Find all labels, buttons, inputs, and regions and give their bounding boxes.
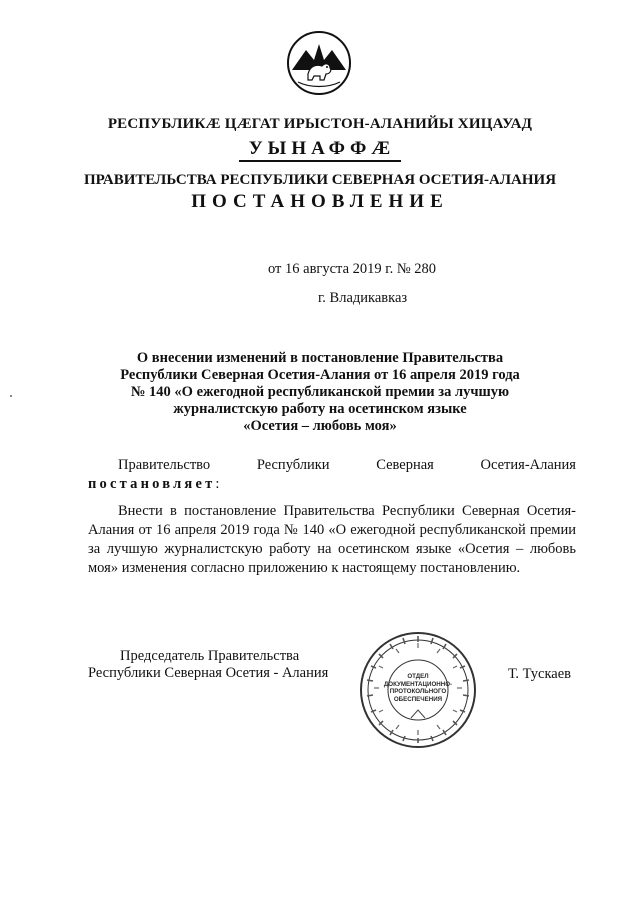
ossetian-government-heading: РЕСПУБЛИКӔ ЦӔГАТ ИРЫСТОН-АЛАНИЙЫ ХИЦАУАД: [107, 116, 533, 132]
preamble-word: Осетия-Алания: [480, 457, 576, 473]
document-date: от 16 августа 2019 г. № 280: [268, 261, 437, 277]
coat-of-arms-emblem: [286, 30, 352, 96]
stamp-line: ОТДЕЛ: [407, 673, 429, 680]
preamble-word: Северная: [376, 457, 434, 473]
subject-line: Республики Северная Осетия-Алания от 16 апреля 2019 года: [120, 367, 520, 383]
signatory-title-line: Председатель Правительства: [120, 648, 300, 664]
preamble-word: Правительство: [118, 457, 211, 473]
stamp-line: ПРОТОКОЛЬНОГО: [389, 688, 447, 695]
ossetian-doc-type: [0, 138, 640, 160]
subject-line: № 140 «О ежегодной республиканской премии за лучшую: [130, 384, 510, 400]
document-city: г. Владикавказ: [318, 290, 408, 306]
signatory-title-line: Республики Северная Осетия - Алания: [88, 665, 329, 681]
subject-line: журналистскую работу на осетинском языке: [173, 401, 467, 417]
body-paragraph: Внести в постановление Правительства Республики Северная Осетия-Алания от 16 апреля 2019 года № 140 «О ежегодной республиканской премии за лучшую журналистскую работу на осетинском языке «Осетия – любовь моя» изменения согласно приложению к настоящему постановлению.: [88, 503, 576, 576]
ossetian-doc-type-text: УЫНАФФӔ: [239, 138, 402, 162]
document-subject: [110, 350, 530, 435]
signatory-title: [88, 648, 328, 682]
decides-text: постановляет: [88, 476, 216, 492]
preamble-line: [118, 457, 576, 474]
stamp-line: ДОКУМЕНТАЦИОННО-: [383, 680, 453, 688]
signatory-name: Т. Тускаев: [508, 666, 572, 682]
decides-keyword: [88, 476, 219, 493]
stamp-text: [380, 673, 456, 703]
russian-government-heading: ПРАВИТЕЛЬСТВА РЕСПУБЛИКИ СЕВЕРНАЯ ОСЕТИЯ-АЛАНИЯ: [83, 172, 557, 188]
stamp-line: ОБЕСПЕЧЕНИЯ: [393, 695, 443, 703]
russian-doc-type: ПОСТАНОВЛЕНИЕ: [191, 191, 449, 212]
subject-line: «Осетия – любовь моя»: [243, 418, 397, 434]
decides-colon: :: [215, 476, 220, 492]
preamble-word: Республики: [256, 457, 330, 473]
subject-line: О внесении изменений в постановление Правительства: [136, 350, 504, 366]
scan-speck: [10, 395, 12, 397]
